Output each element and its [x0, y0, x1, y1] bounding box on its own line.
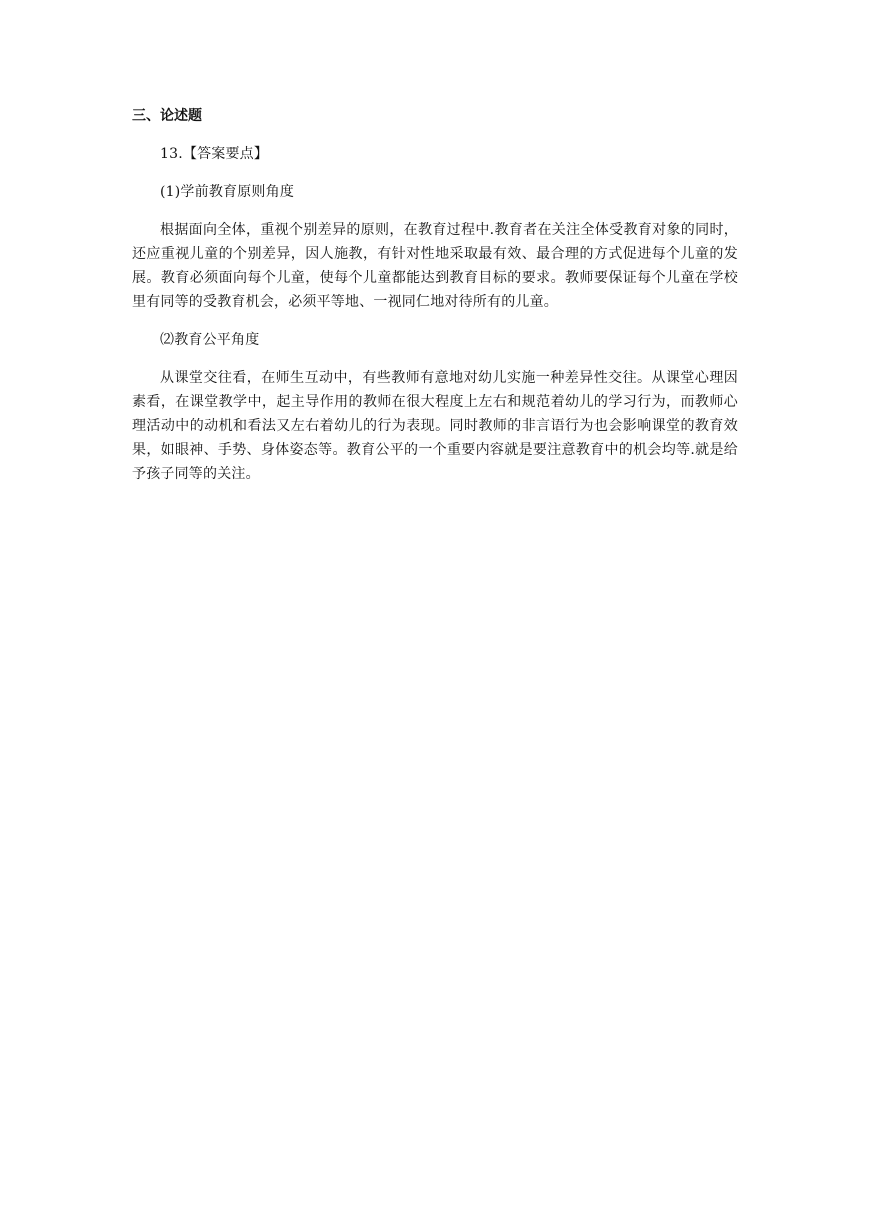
question-label: 13.【答案要点】	[160, 146, 269, 162]
part1-heading: (1)学前教育原则角度	[160, 184, 295, 200]
part2-heading: ⑵教育公平角度	[160, 332, 260, 348]
part1-body: 根据面向全体，重视个别差异的原则，在教育过程中.教育者在关注全体受教育对象的同时，还应重视儿童的个别差异，因人施教，有针对性地采取最有效、最合理的方式促进每个儿童的发展。教育必须面向每个儿童，使每个儿童都能达到教育目标的要求。教师要保证每个儿童在学校里有同等的受教育机会，必须平等地、一视同仁地对待所有的儿童。	[132, 222, 738, 310]
part2-body: 从课堂交往看，在师生互动中，有些教师有意地对幼儿实施一种差异性交往。从课堂心理因素看，在课堂教学中，起主导作用的教师在很大程度上左右和规范着幼儿的学习行为，而教师心理活动中的动机和看法又左右着幼儿的行为表现。同时教师的非言语行为也会影响课堂的教育效果，如眼神、手势、身体姿态等。教育公平的一个重要内容就是要注意教育中的机会均等.就是给予孩子同等的关注。	[132, 370, 738, 482]
section-title: 三、论述题	[132, 108, 202, 124]
document-content	[132, 104, 738, 500]
